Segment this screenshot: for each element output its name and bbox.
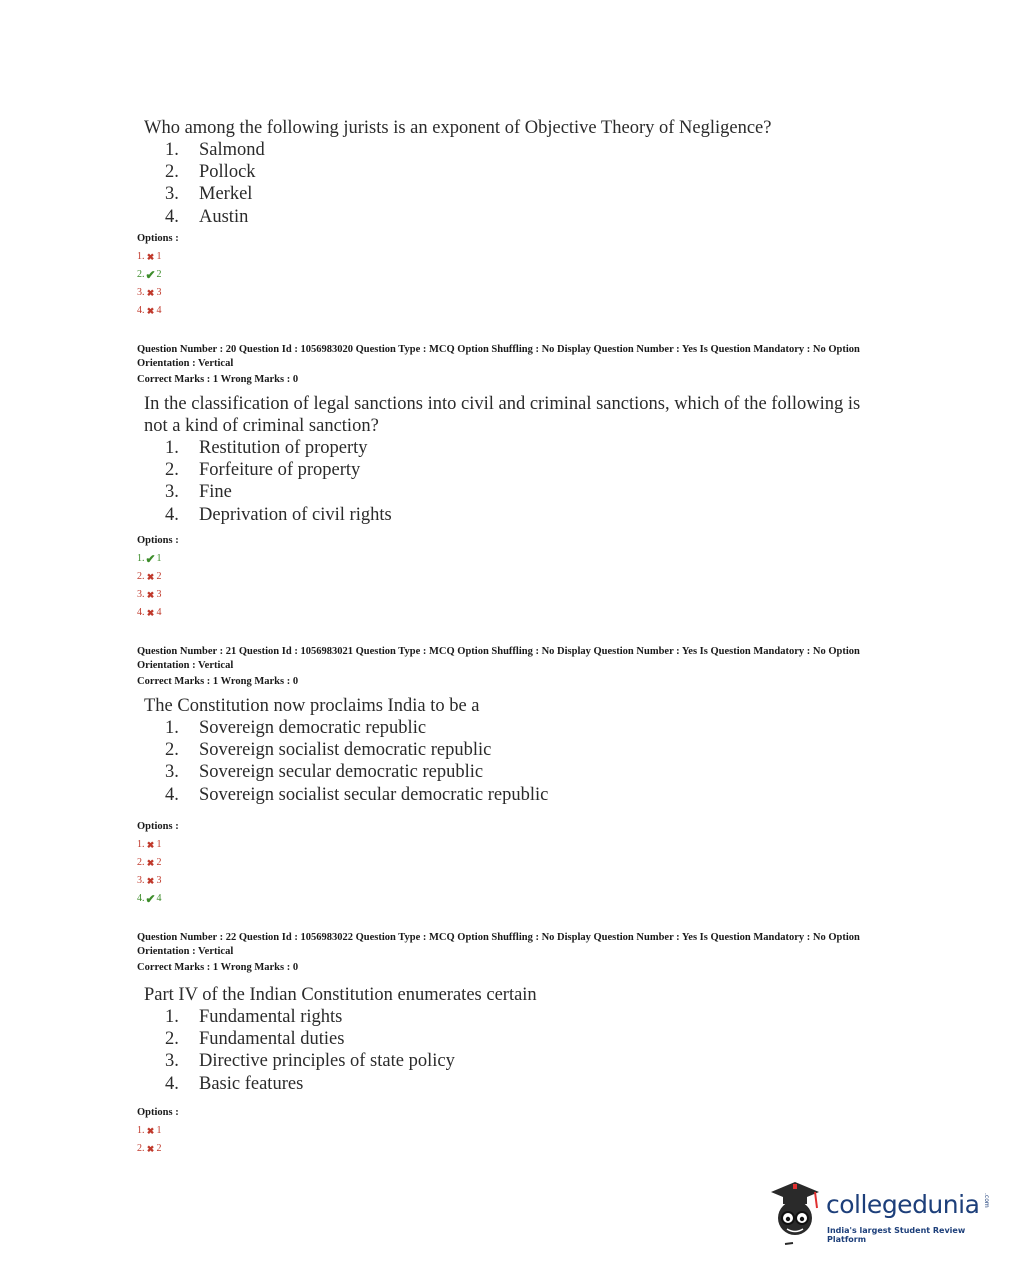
option-item: 3. Directive principles of state policy bbox=[165, 1051, 455, 1072]
option-item: 1. Sovereign democratic republic bbox=[165, 718, 427, 738]
answer-key-item: 3. ✖ 3 bbox=[137, 284, 162, 302]
option-list bbox=[165, 139, 265, 228]
option-item: 3. Merkel bbox=[165, 184, 253, 205]
option-item: 4. Sovereign socialist secular democratic republic bbox=[165, 784, 549, 805]
question-meta: Question Number : 20 Question Id : 1056983020 Question Type : MCQ Option Shuffling : No Display Question Number : Yes Is Question Mandatory : No Option Orientation : Vertical Correct Marks : 1 Wrong Marks : 0 bbox=[137, 343, 877, 387]
answers-label: Options : bbox=[137, 233, 179, 244]
answer-key-item: 1. ✔ 1 bbox=[137, 552, 162, 566]
answer-key-item: 2. ✖ 2 bbox=[137, 854, 162, 872]
option-item: 4. Basic features bbox=[165, 1073, 304, 1094]
answers-label: Options : bbox=[137, 821, 179, 832]
question-text: Part IV of the Indian Constitution enumerates certain bbox=[144, 985, 537, 1005]
option-list bbox=[165, 717, 548, 806]
answer-key-list bbox=[137, 248, 162, 320]
cross-icon: ✖ bbox=[146, 608, 155, 618]
option-item: 3. Fine bbox=[165, 482, 232, 503]
answer-key-item: 4. ✖ 4 bbox=[137, 302, 162, 320]
cross-icon: ✖ bbox=[146, 252, 155, 262]
option-item: 2. Sovereign socialist democratic republic bbox=[165, 740, 492, 761]
option-list bbox=[165, 437, 392, 526]
logo-wordmark: collegedunia bbox=[826, 1190, 980, 1219]
cross-icon: ✖ bbox=[146, 288, 155, 298]
option-item: 4. Deprivation of civil rights bbox=[165, 504, 392, 525]
option-item: 1. Restitution of property bbox=[165, 438, 368, 458]
answer-key-item: 2. ✖ 2 bbox=[137, 1140, 162, 1158]
check-icon: ✔ bbox=[145, 552, 156, 566]
graduate-mascot-icon bbox=[765, 1178, 827, 1248]
collegedunia-logo[interactable] bbox=[765, 1178, 995, 1248]
question-meta: Question Number : 22 Question Id : 1056983022 Question Type : MCQ Option Shuffling : No Display Question Number : Yes Is Question Mandatory : No Option Orientation : Vertical Correct Marks : 1 Wrong Marks : 0 bbox=[137, 931, 877, 975]
answers-label: Options : bbox=[137, 1107, 179, 1118]
question-meta: Question Number : 21 Question Id : 1056983021 Question Type : MCQ Option Shuffling : No Display Question Number : Yes Is Question Mandatory : No Option Orientation : Vertical Correct Marks : 1 Wrong Marks : 0 bbox=[137, 645, 877, 689]
option-item: 2. Fundamental duties bbox=[165, 1029, 345, 1050]
answer-key-item: 1. ✖ 1 bbox=[137, 1122, 162, 1140]
option-list bbox=[165, 1006, 455, 1095]
answer-key-item: 4. ✔ 4 bbox=[137, 892, 162, 906]
option-item: 4. Austin bbox=[165, 206, 249, 227]
cross-icon: ✖ bbox=[146, 840, 155, 850]
cross-icon: ✖ bbox=[146, 1126, 155, 1136]
cross-icon: ✖ bbox=[146, 572, 155, 582]
cross-icon: ✖ bbox=[146, 590, 155, 600]
marks-line: Correct Marks : 1 Wrong Marks : 0 bbox=[137, 962, 299, 973]
answers-label: Options : bbox=[137, 535, 179, 546]
answer-key-item: 3. ✖ 3 bbox=[137, 586, 162, 604]
answer-key-item: 2. ✖ 2 bbox=[137, 568, 162, 586]
logo-tagline: India's largest Student Review Platform bbox=[827, 1226, 966, 1244]
cross-icon: ✖ bbox=[146, 306, 155, 316]
option-item: 2. Pollock bbox=[165, 162, 256, 183]
check-icon: ✔ bbox=[145, 268, 156, 282]
option-item: 2. Forfeiture of property bbox=[165, 460, 361, 481]
check-icon: ✔ bbox=[145, 892, 156, 906]
marks-line: Correct Marks : 1 Wrong Marks : 0 bbox=[137, 374, 299, 385]
logo-dotcom: .com bbox=[983, 1193, 990, 1208]
cross-icon: ✖ bbox=[146, 1144, 155, 1154]
answer-key-list bbox=[137, 550, 162, 622]
cross-icon: ✖ bbox=[146, 876, 155, 886]
cross-icon: ✖ bbox=[146, 858, 155, 868]
answer-key-item: 1. ✖ 1 bbox=[137, 836, 162, 854]
answer-key-list bbox=[137, 836, 162, 908]
option-item: 3. Sovereign secular democratic republic bbox=[165, 762, 484, 783]
question-text: In the classification of legal sanctions into civil and criminal sanctions, which of the following is not a kind of criminal sanction? bbox=[144, 394, 861, 436]
question-text: The Constitution now proclaims India to be a bbox=[144, 696, 480, 716]
marks-line: Correct Marks : 1 Wrong Marks : 0 bbox=[137, 676, 299, 687]
option-item: 1. Fundamental rights bbox=[165, 1007, 343, 1027]
answer-key-item: 1. ✖ 1 bbox=[137, 248, 162, 266]
answer-key-item: 4. ✖ 4 bbox=[137, 604, 162, 622]
answer-key-item: 2. ✔ 2 bbox=[137, 268, 162, 282]
question-text: Who among the following jurists is an exponent of Objective Theory of Negligence? bbox=[144, 118, 772, 138]
option-item: 1. Salmond bbox=[165, 140, 265, 160]
answer-key-item: 3. ✖ 3 bbox=[137, 872, 162, 890]
answer-key-list bbox=[137, 1122, 162, 1158]
